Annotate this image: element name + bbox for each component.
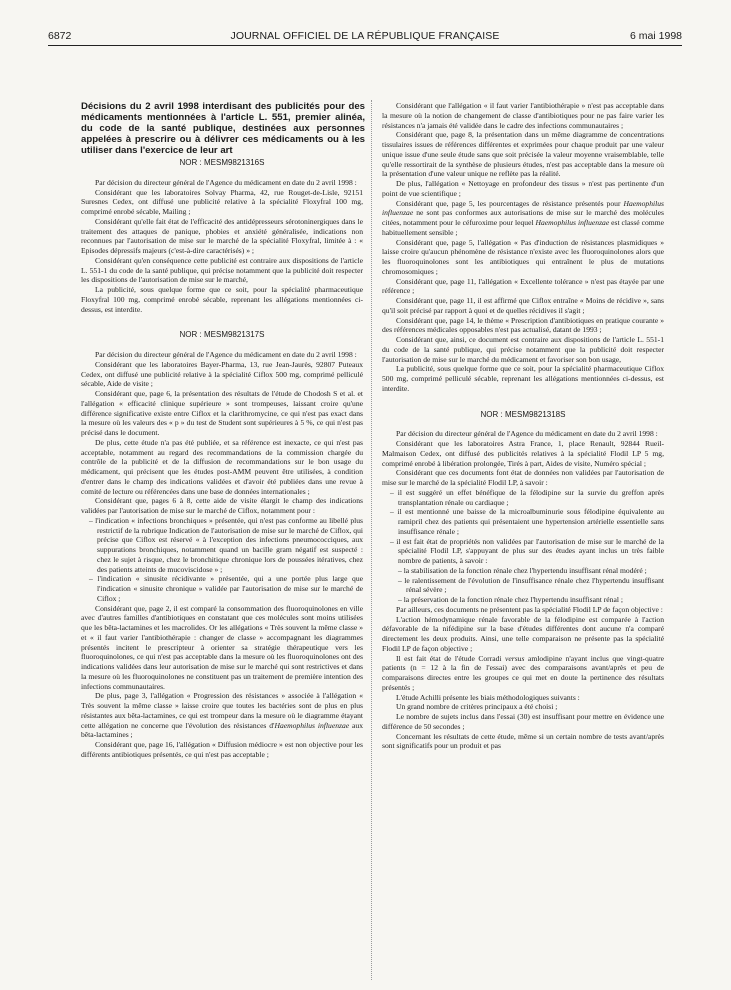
paragraph: Un grand nombre de critères principaux a été choisi ;	[396, 702, 558, 712]
paragraph: Considérant que, page 5, l'allégation « Pas d'induction de résistances plasmidiques » laisse croire qu'aucun phénomène de résistance n'existe avec les fluoroquinolones alors que les fluoroquinolones sont les antibiotiques qui entraînent le plus de mutations chromosomiques ;	[382, 237, 664, 276]
paragraph: Considérant que, page 14, le thème « Prescription d'antibiotiques en pratique courante » des références médicales opposables n'est pas actualisé, datant de 1993 ;	[382, 315, 664, 335]
text-run: Il est fait état de l'étude Corradi	[396, 653, 506, 663]
paragraph: Considérant qu'en conséquence cette publicité est contraire aux dispositions de l'article L. 551-1 du code de la santé publique, qui précise notamment que la publicité doit respecter les dispositions de l'autorisation de mise sur le marché,	[81, 255, 363, 285]
paragraph: Considérant que, page 8, la présentation dans un même diagramme de concentrations tissulaires issues de références différentes et exprimées pour chaque produit par une valeur unique issue d'une seule étude sans que soit précisée la valeur moyenne vraisemblable, telle qu'elle ressortirait de la synthèse de plusieurs études, n'est pas acceptable dans la mesure où la présentation d'une valeur unique ne reflète pas la réalité.	[382, 130, 664, 179]
page-number: 6872	[48, 30, 72, 42]
header-rule	[48, 45, 682, 46]
list-item: – il est fait état de propriétés non validées par l'autorisation de mise sur le marché de la spécialité Flodil LP, s'appuyant de plus sur des études ayant inclus un très faible nombre de patients, à savoir :	[390, 536, 664, 565]
text-run: aux bêta-lactamines ;	[81, 720, 364, 740]
paragraph: Concernant les résultats de cette étude, même si un certain nombre de tests avant/après sont significatifs pour un produit et pas	[382, 731, 664, 751]
list-item: – l'indication « sinusite récidivante » présentée, qui a une portée plus large que l'indication « sinusite chronique » validée par l'autorisation de mise sur le marché de Ciflox ;	[89, 574, 363, 603]
nor-reference: NOR : MESM9821316S	[179, 158, 265, 167]
italic-term: Haemophilus influenzae	[535, 218, 610, 227]
paragraph: Par décision du directeur général de l'Agence du médicament en date du 2 avril 1998 :	[95, 177, 357, 187]
paragraph	[81, 691, 363, 740]
paragraph: Considérant que, page 2, il est comparé la consommation des fluoroquinolones en ville avec d'autres familles d'antibiotiques en constatant que ces molécules sont moins utilisées que les bêta-lactamines et les macrolides. Or les allégations « Très souvent la même classe » et « il faut varier l'antibiothérapie : changer de classe » accompagnant les diagrammes présentés incitent le prescripteur à orienter sa stratégie thérapeutique vers les fluoroquinolones, ce qui n'est pas acceptable dans la mesure où les fluoroquinolones ont des indications validées dans leur autorisation de mise sur le marché qui sont restrictives et dans la mesure où les fluoroquinolones ne constituent pas un traitement de première intention des infections communautaires.	[81, 603, 363, 691]
italic-term: Haemophilus influenzae	[274, 720, 350, 730]
paragraph: Par décision du directeur général de l'Agence du médicament en date du 2 avril 1998 :	[396, 429, 658, 439]
decision-title: Décisions du 2 avril 1998 interdisant des publicités pour des médicaments mentionnées à l'article L. 551, premier alinéa, du code de la santé publique, destinées aux personnes appelées à prescrire ou à délivrer ces médicaments ou à les utiliser dans l'exercice de leur art	[81, 101, 365, 157]
paragraph: De plus, cette étude n'a pas été publiée, et sa référence est inexacte, ce qui n'est pas acceptable, notamment au regard des recommandations de la commission chargée du contrôle de la publicité et de la diffusion de recommandations sur le bon usage du médicament, qui précisent que les études post-AMM peuvent être utilisées, à condition d'entrer dans le champ des indications validées et d'avoir été publiées dans une revue à comité de lecture ou référencées dans une base de données internationales ;	[81, 437, 363, 496]
paragraph: Le nombre de sujets inclus dans l'essai (30) est insuffisant pour mettre en évidence une différence de 50 secondes ;	[382, 712, 664, 731]
sub-list-item: – la préservation de la fonction rénale chez l'hypertendu insuffisant rénal ;	[398, 595, 623, 604]
paragraph: L'étude Achilli présente les biais méthodologiques suivants :	[396, 692, 580, 702]
nor-reference: NOR : MESM9821318S	[480, 409, 566, 419]
issue-date: 6 mai 1998	[630, 30, 682, 42]
text-run: est classé comme habituellement sensible ;	[382, 218, 664, 237]
italic-term: versus	[505, 653, 525, 663]
paragraph: Considérant que, page 11, l'allégation « Excellente tolérance » n'est pas étayée par une référence ;	[382, 276, 664, 296]
paragraph: Considérant que ces documents font état de données non validées par l'autorisation de mise sur le marché de la spécialité Flodil LP, à savoir :	[382, 468, 664, 487]
sub-list-item: – le ralentissement de l'évolution de l'insuffisance rénale chez l'hypertendu insuffisant rénal sévère ;	[398, 575, 664, 595]
paragraph: Considérant que les laboratoires Astra France, 1, place Renault, 92844 Rueil-Malmaison Cedex, ont diffusé des publicités relatives à la spécialité Flodil LP 5 mg, comprimé enrobé à libération prolongée, Tirés à part, Aides de visite, Numéro spécial ;	[382, 439, 664, 468]
paragraph: Considérant que l'allégation « il faut varier l'antibiothérapie » n'est pas acceptable dans la mesure où la notion de changement de classe d'antibiotiques pour ne pas faire varier les résistances n'a jamais été validée dans le cadre des infections communautaires ;	[382, 101, 664, 130]
journal-title: JOURNAL OFFICIEL DE LA RÉPUBLIQUE FRANÇAISE	[230, 30, 500, 42]
paragraph: La publicité, sous quelque forme que ce soit, pour la spécialité pharmaceutique Floxyfral 100 mg, comprimé enrobé sécable, reprenant les allégations mentionnées ci-dessus, est interdite.	[81, 285, 363, 314]
text-run: Considérant que, page 5, les pourcentages de résistance présentés pour	[396, 198, 624, 208]
list-item: – l'indication « infections bronchiques » présentée, qui n'est pas conforme au libellé plus restrictif de la rubrique Indication de l'autorisation de mise sur le marché de Ciflox, qui précise que Ciflox est réservé « à l'exception des infections pneumococciques, aux suppurations bronchiques, notamment quand un bacille gram négatif est suspecté : chez le sujet à risque, chez le bronchitique chronique lors de poussées itératives, chez des patients atteints de mucoviscidose » ;	[89, 515, 363, 574]
text-run: amlodipine n'ayant inclus que vingt-quatre patients (n = 12 à la fin de l'essai) avec des comparaisons avant/après et peu de comparaisons directes entre les groupes ce qui met en doute la pertinence des résultats présentés ;	[382, 653, 664, 692]
left-column	[81, 158, 363, 760]
paragraph: Considérant qu'elle fait état de l'efficacité des antidépresseurs sérotoninergiques dans le traitement des attaques de panique, phobies et anxiété généralisée, indications non reconnues par l'autorisation de mise sur le marché de la spécialité Floxyfral, limitée à : « Episodes dépressifs majeurs (c'est-à-dire caractérisés) » ;	[81, 216, 363, 255]
list-item: – il est mentionné une baisse de la microalbuminurie sous félodipine équivalente au ramipril chez des patients qui présentaient une hypertension artérielle essentielle sans insuffisance rénale ;	[390, 507, 664, 536]
text-run: ne sont pas conformes aux autorisations de mise sur le marché des molécules citées, notamment pour le céfuroxime pour lequel	[382, 208, 664, 227]
column-separator	[371, 100, 372, 980]
paragraph	[382, 199, 664, 238]
right-column	[382, 101, 664, 751]
page-header	[48, 28, 682, 44]
paragraph: Considérant que les laboratoires Bayer-Pharma, 13, rue Jean-Jaurès, 92807 Puteaux Cedex, ont diffusé une publicité relative à la spécialité Ciflox 500 mg, comprimé pelliculé sécable, Aide de visite ;	[81, 359, 363, 389]
paragraph: Considérant que, page 11, il est affirmé que Ciflox entraîne « Moins de récidive », sans qu'il soit précisé par rapport à quoi et de quelles récidives il s'agit ;	[382, 296, 664, 315]
nor-reference: NOR : MESM9821317S	[179, 330, 265, 340]
paragraph: Considérant que, ainsi, ce document est contraire aux dispositions de l'article L. 551-1 du code de la santé publique, qui précise notamment que la publicité doit respecter l'autorisation de mise sur le marché du médicament et favoriser son bon usage,	[382, 335, 664, 364]
paragraph: La publicité, sous quelque forme que ce soit, pour la spécialité pharmaceutique Ciflox 500 mg, comprimé pelliculé sécable, reprenant les allégations mentionnées ci-dessus, est interdite.	[382, 364, 664, 393]
paragraph: Considérant que les laboratoires Solvay Pharma, 42, rue Rouget-de-Lisle, 92151 Suresnes Cedex, ont diffusé une publicité relative à la spécialité Floxyfral 100 mg, comprimé enrobé sécable, Mailing ;	[81, 187, 363, 216]
paragraph: Considérant que, page 16, l'allégation « Diffusion médiocre » est non objective pour les différents antibiotiques présentés, ce qui n'est pas acceptable ;	[81, 740, 363, 759]
paragraph: Considérant que, pages 6 à 8, cette aide de visite élargit le champ des indications validées par l'autorisation de mise sur le marché de Ciflox, notamment pour :	[81, 496, 363, 515]
text-run: De plus, page 3, l'allégation « Progression des résistances » associée à l'allégation « Très souvent la même classe » laisse croire que toutes les bactéries sont de plus en plus résistantes aux bêta-lactamines, ce qui est trompeur dans la mesure où le diagramme étayant cette allégation ne concerne que l'évolution des résistances d'	[81, 691, 363, 730]
paragraph: Par ailleurs, ces documents ne présentent pas la spécialité Flodil LP de façon objective :	[396, 604, 663, 614]
paragraph: L'action hémodynamique rénale favorable de la félodipine est comparée à l'action défavorable de la nifédipine sur la base d'études différentes dont aucune n'a comparé directement les deux produits. Ainsi, une telle comparaison ne présente pas la spécialité Flodil LP de façon objective ;	[382, 614, 664, 653]
paragraph: Considérant que, page 6, la présentation des résultats de l'étude de Chodosh S et al. et l'allégation « efficacité clinique supérieure » sont trompeuses, laissant croire qu'une différence significative existe entre Ciflox et la clarithromycine, ce qui n'est pas exact dans la mesure où les valeurs des « p » du test de Student sont supérieures à 5 %, ce qui n'est pas précisé dans le document.	[81, 389, 363, 437]
paragraph: De plus, l'allégation « Nettoyage en profondeur des tissus » n'est pas pertinente d'un point de vue scientifique ;	[382, 179, 664, 198]
paragraph: Par décision du directeur général de l'Agence du médicament en date du 2 avril 1998 :	[95, 350, 357, 359]
paragraph	[382, 654, 664, 693]
italic-term: Haemophilus influenzae	[382, 198, 664, 218]
sub-list-item: – la stabilisation de la fonction rénale chez l'hypertendu insuffisant rénal modéré ;	[398, 565, 647, 575]
list-item: – il est suggéré un effet bénéfique de la félodipine sur la survie du greffon après transplantation rénale ou cardiaque ;	[390, 487, 664, 507]
